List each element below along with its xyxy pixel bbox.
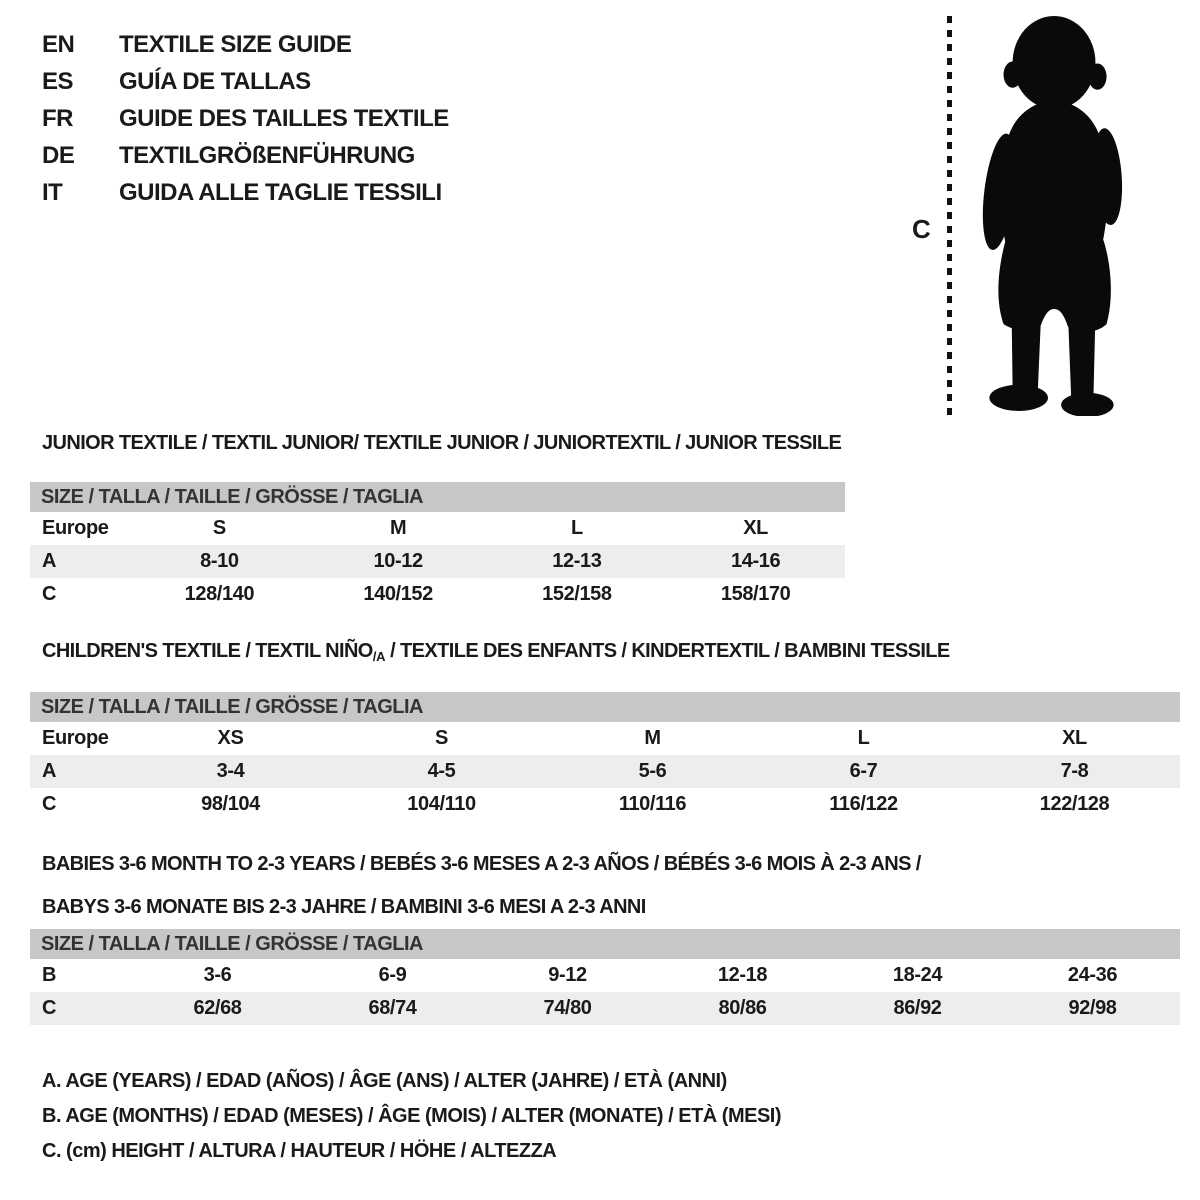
babies-section-title	[30, 843, 1180, 929]
value-cell: 98/104	[201, 793, 260, 815]
value-cell: 104/110	[407, 793, 476, 815]
value-cell: 86/92	[893, 997, 942, 1019]
value-cell: 7-8	[1060, 760, 1089, 782]
language-code: FR	[42, 104, 73, 132]
size-column-header: S	[435, 727, 448, 749]
value-cell: 3-4	[216, 760, 245, 782]
table-row	[30, 545, 845, 578]
children-title-post: / TEXTILE DES ENFANTS / KINDERTEXTIL / BAMBINI TESSILE	[385, 640, 950, 662]
measurement-legend	[42, 1064, 781, 1169]
language-row	[42, 63, 449, 100]
value-cell: 68/74	[368, 997, 417, 1019]
children-title-sub: /A	[372, 649, 386, 664]
babies-textile-section	[30, 843, 1180, 1025]
value-cell: 6-7	[849, 760, 878, 782]
legend-line-a: A. AGE (YEARS) / EDAD (AÑOS) / ÂGE (ANS) / ALTER (JAHRE) / ETÀ (ANNI)	[42, 1070, 727, 1092]
row-label-cell: B	[42, 964, 57, 986]
height-measure-label: C	[912, 214, 931, 244]
table-row	[30, 959, 1180, 992]
value-cell: 3-6	[203, 964, 232, 986]
language-title: GUÍA DE TALLAS	[119, 67, 311, 95]
junior-textile-section	[30, 430, 845, 611]
children-size-header-bar: SIZE / TALLA / TAILLE / GRÖSSE / TAGLIA	[30, 692, 1180, 722]
babies-size-header-bar: SIZE / TALLA / TAILLE / GRÖSSE / TAGLIA	[30, 929, 1180, 959]
row-label-cell: C	[42, 997, 57, 1019]
value-cell: 6-9	[378, 964, 407, 986]
value-cell: 8-10	[200, 550, 239, 572]
children-textile-section	[30, 638, 1180, 821]
size-column-header: M	[389, 517, 407, 539]
value-cell: 116/122	[829, 793, 898, 815]
language-code: IT	[42, 178, 63, 206]
language-code: EN	[42, 30, 75, 58]
junior-section-title: JUNIOR TEXTILE / TEXTIL JUNIOR/ TEXTILE JUNIOR / JUNIORTEXTIL / JUNIOR TESSILE	[42, 432, 842, 454]
junior-columns-row	[30, 512, 845, 545]
babies-title-line1: BABIES 3-6 MONTH TO 2-3 YEARS / BEBÉS 3-6 MESES A 2-3 AÑOS / BÉBÉS 3-6 MOIS À 2-3 ANS /	[42, 853, 921, 875]
row-label-cell: A	[42, 550, 57, 572]
size-column-header: XL	[1062, 727, 1087, 749]
language-title: TEXTILGRÖßENFÜHRUNG	[119, 141, 415, 169]
legend-line-b: B. AGE (MONTHS) / EDAD (MESES) / ÂGE (MOIS) / ALTER (MONATE) / ETÀ (MESI)	[42, 1105, 782, 1127]
value-cell: 62/68	[193, 997, 242, 1019]
value-cell: 128/140	[184, 583, 255, 605]
language-title: TEXTILE SIZE GUIDE	[119, 30, 352, 58]
value-cell: 12-18	[717, 964, 768, 986]
value-cell: 74/80	[543, 997, 592, 1019]
babies-title-line2: BABYS 3-6 MONATE BIS 2-3 JAHRE / BAMBINI 3-6 MESI A 2-3 ANNI	[42, 896, 646, 918]
children-section-title	[30, 638, 1180, 666]
table-row	[30, 578, 845, 611]
value-cell: 140/152	[363, 583, 433, 605]
table-row	[30, 992, 1180, 1025]
region-header-cell: Europe	[42, 517, 109, 539]
value-cell: 92/98	[1068, 997, 1117, 1019]
size-column-header: M	[644, 727, 661, 749]
row-label-cell: C	[42, 793, 57, 815]
row-label-cell: A	[42, 760, 57, 782]
language-row	[42, 137, 449, 174]
value-cell: 80/86	[718, 997, 767, 1019]
height-measure-line	[947, 16, 952, 416]
value-cell: 158/170	[720, 583, 791, 605]
size-column-header: XL	[743, 517, 768, 539]
children-title-pre: CHILDREN'S TEXTILE / TEXTIL NIÑO	[42, 640, 373, 662]
value-cell: 12-13	[552, 550, 602, 572]
language-code: ES	[42, 67, 74, 95]
junior-size-header-bar: SIZE / TALLA / TAILLE / GRÖSSE / TAGLIA	[30, 482, 845, 512]
children-columns-row	[30, 722, 1180, 755]
value-cell: 110/116	[618, 793, 687, 815]
value-cell: 152/158	[542, 583, 612, 605]
value-cell: 14-16	[731, 550, 781, 572]
language-row	[42, 100, 449, 137]
size-column-header: S	[212, 517, 226, 539]
value-cell: 5-6	[638, 760, 667, 782]
table-row	[30, 788, 1180, 821]
value-cell: 18-24	[892, 964, 943, 986]
language-row	[42, 26, 449, 63]
value-cell: 4-5	[427, 760, 456, 782]
language-code: DE	[42, 141, 75, 169]
table-row	[30, 755, 1180, 788]
language-title: GUIDA ALLE TAGLIE TESSILI	[119, 178, 442, 206]
legend-line-c: C. (cm) HEIGHT / ALTURA / HAUTEUR / HÖHE / ALTEZZA	[42, 1140, 557, 1162]
toddler-silhouette-icon	[962, 12, 1140, 416]
value-cell: 10-12	[373, 550, 423, 572]
language-title-list	[42, 26, 449, 211]
language-title: GUIDE DES TAILLES TEXTILE	[119, 104, 449, 132]
size-column-header: L	[570, 517, 583, 539]
row-label-cell: C	[42, 583, 57, 605]
language-row	[42, 174, 449, 211]
value-cell: 122/128	[1039, 793, 1110, 815]
value-cell: 24-36	[1067, 964, 1118, 986]
size-column-header: XS	[217, 727, 244, 749]
size-column-header: L	[857, 727, 870, 749]
value-cell: 9-12	[548, 964, 587, 986]
region-header-cell: Europe	[42, 727, 109, 749]
